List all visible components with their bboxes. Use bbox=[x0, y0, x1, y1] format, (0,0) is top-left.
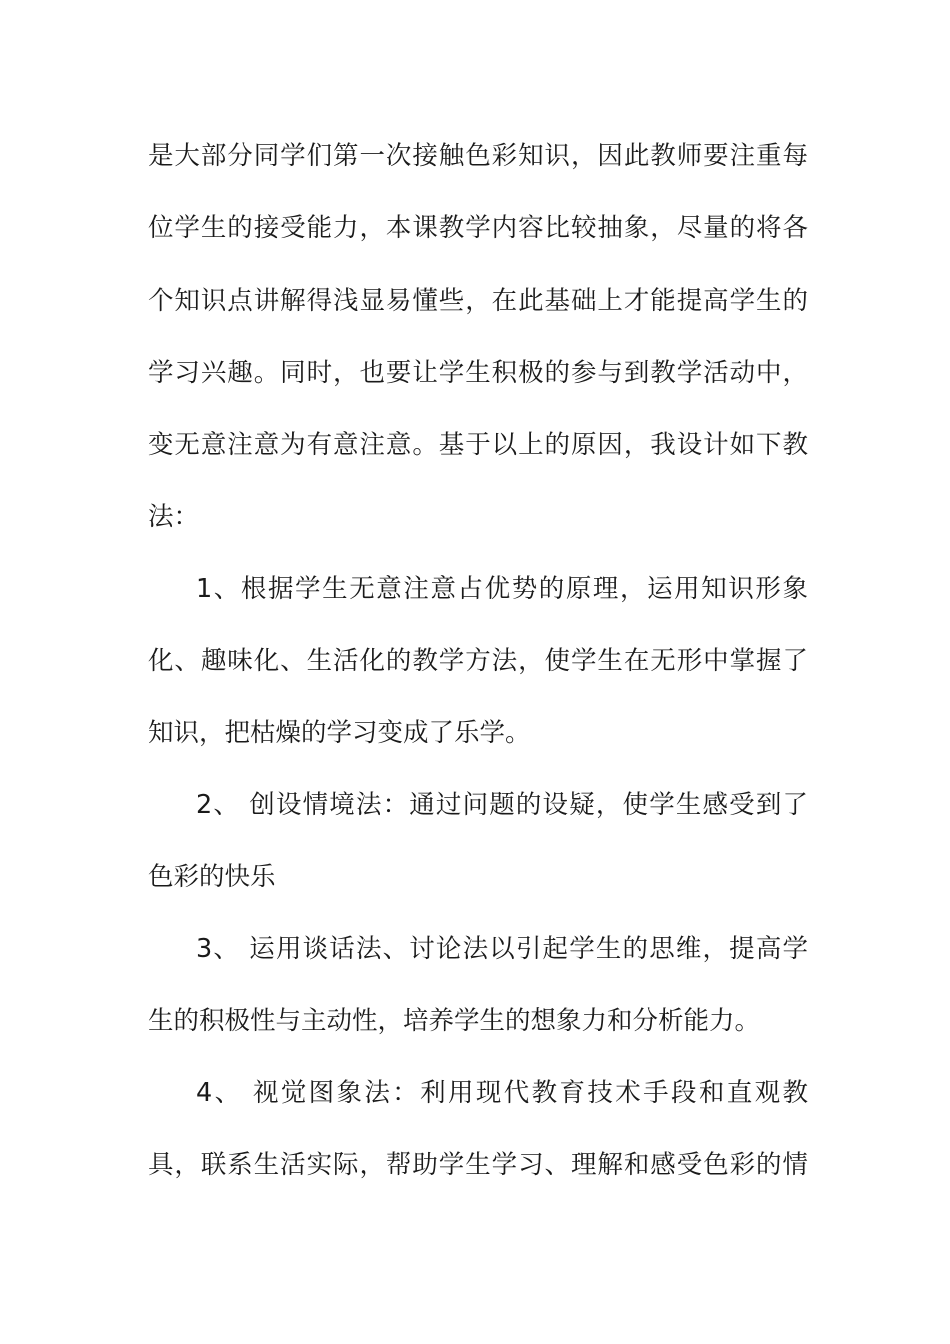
list-item-1-line: 1、根据学生无意注意占优势的原理，运用知识形象 bbox=[196, 574, 808, 604]
list-item-3-line: 3、 运用谈话法、讨论法以引起学生的思维，提高学 bbox=[196, 934, 808, 964]
text-line: 学习兴趣。同时，也要让学生积极的参与到教学活动中， bbox=[148, 358, 808, 388]
text-line: 位学生的接受能力，本课教学内容比较抽象，尽量的将各 bbox=[148, 213, 808, 243]
text-line: 法： bbox=[148, 502, 200, 532]
text-line: 色彩的快乐 bbox=[148, 862, 276, 892]
text-line: 具，联系生活实际，帮助学生学习、理解和感受色彩的情 bbox=[148, 1150, 808, 1180]
list-item-4-line: 4、 视觉图象法：利用现代教育技术手段和直观教 bbox=[196, 1078, 808, 1108]
text-line: 个知识点讲解得浅显易懂些，在此基础上才能提高学生的 bbox=[148, 286, 808, 316]
list-item-2-line: 2、 创设情境法：通过问题的设疑，使学生感受到了 bbox=[196, 790, 808, 820]
text-line: 是大部分同学们第一次接触色彩知识，因此教师要注重每 bbox=[148, 141, 808, 171]
text-line: 化、趣味化、生活化的教学方法，使学生在无形中掌握了 bbox=[148, 646, 808, 676]
text-line: 生的积极性与主动性，培养学生的想象力和分析能力。 bbox=[148, 1006, 761, 1036]
text-line: 变无意注意为有意注意。基于以上的原因，我设计如下教 bbox=[148, 430, 808, 460]
text-line: 知识，把枯燥的学习变成了乐学。 bbox=[148, 718, 531, 748]
